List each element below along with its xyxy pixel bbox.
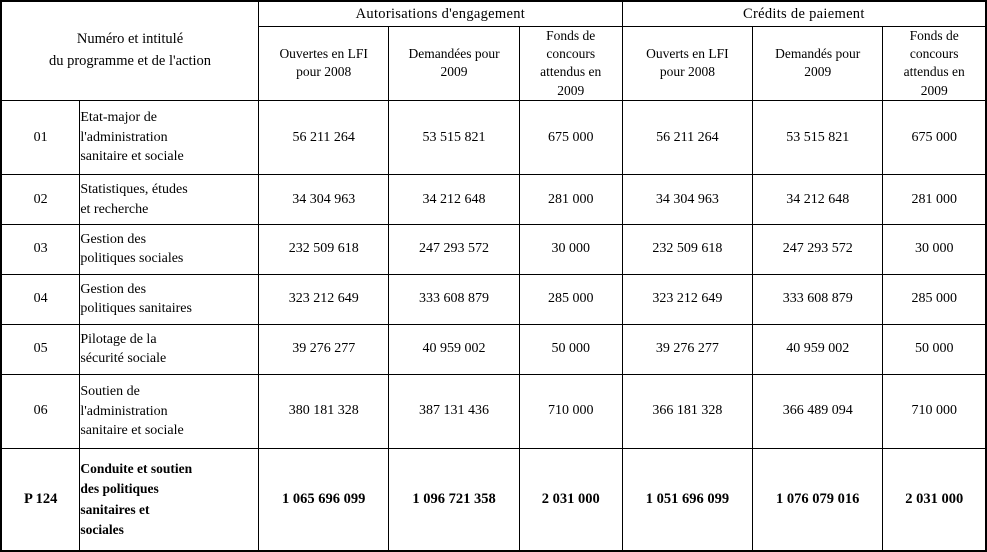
cell-value: 34 304 963 [259,175,389,225]
cell-value: 333 608 879 [753,274,883,324]
column-header-line: pour 2008 [296,64,352,80]
column-header-cp-demandes-2009 [753,27,883,101]
cell-value: 232 509 618 [622,225,752,275]
cell-value: 285 000 [519,274,622,324]
action-label [80,374,259,448]
action-label [80,175,259,225]
cell-value: 40 959 002 [753,324,883,374]
action-number: 03 [1,225,80,275]
column-header-line: 2009 [804,64,832,80]
program-label [80,449,259,552]
cell-value: 366 181 328 [622,374,752,448]
cell-value: 232 509 618 [259,225,389,275]
column-header-line: pour 2008 [659,64,715,80]
table-row [1,175,986,225]
cell-value: 34 304 963 [622,175,752,225]
column-header-line: attendus en [903,64,965,80]
action-label-line: sécurité sociale [80,351,167,367]
column-header-line: Ouverts en LFI [646,46,729,62]
action-number: 04 [1,274,80,324]
action-label-line: sanitaire et sociale [80,423,184,439]
cell-value: 30 000 [519,225,622,275]
cell-value: 281 000 [883,175,986,225]
action-label [80,100,259,174]
total-value: 1 065 696 099 [259,449,389,552]
program-label-line: des politiques [80,481,159,497]
cell-value: 323 212 649 [622,274,752,324]
column-header-line: 2009 [920,82,948,98]
action-label-line: Statistiques, études [80,181,188,197]
column-header-line: Ouvertes en LFI [279,46,368,62]
action-label-line: l'administration [80,403,168,419]
cell-value: 247 293 572 [389,225,519,275]
table-total-row [1,449,986,552]
group-header-paiement: Crédits de paiement [622,1,986,27]
cell-value: 710 000 [519,374,622,448]
action-label-line: Gestion des [80,281,147,297]
program-number: P 124 [1,449,80,552]
program-label-line: sociales [80,521,124,537]
column-header-ae-demandees-2009 [389,27,519,101]
action-label-line: et recherche [80,201,149,217]
cell-value: 39 276 277 [259,324,389,374]
total-value: 2 031 000 [519,449,622,552]
action-label-line: l'administration [80,129,168,145]
column-header-line: attendus en [540,64,602,80]
column-header-cp-lfi-2008 [622,27,752,101]
cell-value: 53 515 821 [389,100,519,174]
action-label [80,274,259,324]
cell-value: 34 212 648 [389,175,519,225]
table-row [1,274,986,324]
cell-value: 247 293 572 [753,225,883,275]
total-value: 1 076 079 016 [753,449,883,552]
row-header-line-1: Numéro et intitulé [76,31,184,48]
cell-value: 50 000 [883,324,986,374]
action-label-line: Gestion des [80,231,147,247]
action-number: 06 [1,374,80,448]
column-header-ae-lfi-2008 [259,27,389,101]
cell-value: 285 000 [883,274,986,324]
action-label-line: Pilotage de la [80,331,157,347]
cell-value: 333 608 879 [389,274,519,324]
table-row [1,100,986,174]
column-header-line: Fonds de [546,28,596,43]
column-header-line: Demandées pour [408,46,500,62]
action-label-line: politiques sanitaires [80,301,192,317]
cell-value: 50 000 [519,324,622,374]
action-label-line: sanitaire et sociale [80,149,184,165]
cell-value: 675 000 [883,100,986,174]
column-header-cp-fonds-concours-2009 [883,27,986,101]
cell-value: 387 131 436 [389,374,519,448]
cell-value: 380 181 328 [259,374,389,448]
total-value: 1 051 696 099 [622,449,752,552]
column-header-line: 2009 [440,64,468,80]
row-header-cell [1,1,259,100]
group-header-engagement: Autorisations d'engagement [259,1,623,27]
action-label-line: Etat-major de [80,110,157,126]
action-number: 02 [1,175,80,225]
cell-value: 30 000 [883,225,986,275]
column-header-line: Fonds de [909,28,959,43]
cell-value: 56 211 264 [622,100,752,174]
cell-value: 323 212 649 [259,274,389,324]
table-row [1,374,986,448]
action-label-line: politiques sociales [80,251,184,267]
program-label-line: sanitaires et [80,501,150,517]
program-label-line: Conduite et soutien [80,461,193,476]
action-number: 05 [1,324,80,374]
table-row [1,324,986,374]
column-header-ae-fonds-concours-2009 [519,27,622,101]
cell-value: 34 212 648 [753,175,883,225]
cell-value: 710 000 [883,374,986,448]
action-label-line: Soutien de [80,383,140,399]
column-header-line: 2009 [557,82,585,98]
action-label [80,324,259,374]
cell-value: 366 489 094 [753,374,883,448]
column-header-line: Demandés pour [775,46,861,62]
cell-value: 40 959 002 [389,324,519,374]
total-value: 1 096 721 358 [389,449,519,552]
cell-value: 39 276 277 [622,324,752,374]
table-row [1,225,986,275]
cell-value: 53 515 821 [753,100,883,174]
row-header-line-2: du programme et de l'action [48,52,212,69]
cell-value: 281 000 [519,175,622,225]
total-value: 2 031 000 [883,449,986,552]
action-number: 01 [1,100,80,174]
column-header-line: concours [909,46,959,62]
cell-value: 675 000 [519,100,622,174]
table-group-header-row [1,1,986,27]
column-header-line: concours [546,46,596,62]
cell-value: 56 211 264 [259,100,389,174]
action-label [80,225,259,275]
